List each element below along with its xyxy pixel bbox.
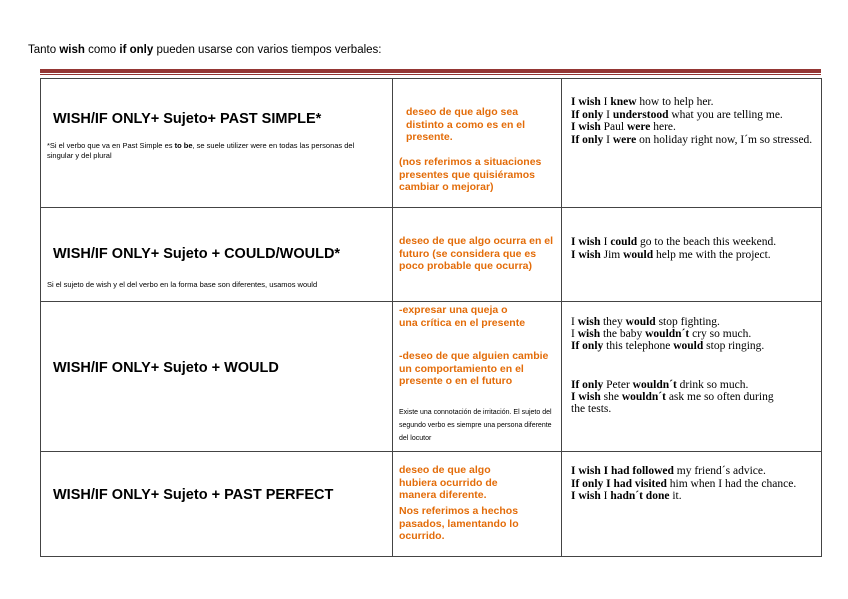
ex-bold: If only: [571, 133, 604, 146]
ex-text: him when I had the chance.: [666, 477, 797, 490]
example-spacer: [571, 353, 816, 379]
ex-bold: I wish: [571, 465, 601, 477]
ex-bold: I had visited: [606, 477, 667, 490]
ex-bold: I wish: [571, 121, 601, 133]
note-text-end: , se suele utilizer were en todas las personas del singular y del plural: [47, 141, 355, 160]
table-row: [41, 208, 822, 302]
ex-text: this telephone: [603, 340, 674, 353]
ex-text: I: [571, 328, 578, 341]
ex-text: stop ringing.: [703, 340, 765, 353]
example-list: [571, 316, 816, 415]
example-line: [571, 490, 806, 503]
structure-cell: [41, 208, 393, 302]
ex-bold: I wish: [571, 490, 601, 502]
usage-cell: [393, 452, 562, 557]
intro-ifonly: if only: [119, 44, 154, 56]
ex-bold: were: [612, 133, 637, 146]
ex-bold: If only: [571, 477, 604, 490]
ex-text: I: [600, 96, 611, 108]
ex-bold: wish: [577, 328, 601, 341]
usage-cell: [393, 208, 562, 302]
table-row: [41, 79, 822, 208]
ex-text: Jim: [600, 248, 624, 261]
ex-text: I: [600, 490, 611, 502]
example-line: [571, 249, 816, 262]
examples-cell: [562, 452, 822, 557]
ex-bold: If only: [571, 378, 604, 391]
intro-wish: wish: [59, 44, 85, 56]
ex-text: here.: [650, 121, 676, 133]
example-list: [571, 465, 806, 503]
structure-title: WISH/IF ONLY+ Sujeto + WOULD: [53, 360, 279, 376]
ex-bold: wouldn´t: [621, 390, 666, 403]
usage-note: (nos referimos a situaciones presentes que quisiéramos cambiar o mejorar): [399, 156, 542, 193]
ex-text: what you are telling me.: [668, 108, 783, 121]
ex-text: my friend´s advice.: [673, 465, 766, 477]
ex-text: ask me so often during the tests.: [571, 390, 774, 416]
ex-text: cry so much.: [689, 328, 752, 341]
ex-bold: I wish: [571, 390, 601, 403]
table-row: [41, 302, 822, 452]
ex-text: go to the beach this weekend.: [637, 236, 777, 248]
example-line: [571, 109, 816, 122]
grammar-table: [40, 78, 822, 557]
example-line: [571, 340, 816, 352]
usage-cell: [393, 302, 562, 452]
usage-text-2: -deseo de que alguien cambie un comportamiento en el presente o en el futuro: [399, 350, 549, 387]
structure-cell: [41, 452, 393, 557]
ex-text: they: [600, 316, 626, 328]
structure-note: Si el sujeto de wish y el del verbo en la forma base son diferentes, usamos would: [47, 280, 318, 289]
ex-bold: could: [610, 236, 638, 248]
example-line: [571, 96, 816, 109]
structure-title: WISH/IF ONLY+ Sujeto + PAST PERFECT: [53, 487, 334, 503]
example-line: [571, 478, 806, 491]
usage-cell: [393, 79, 562, 208]
examples-cell: [562, 79, 822, 208]
ex-bold: wouldn´t: [632, 378, 677, 391]
ex-bold: understood: [612, 108, 669, 121]
structure-cell: [41, 79, 393, 208]
usage-text-2: Nos referimos a hechos pasados, lamentando lo ocurrido.: [399, 505, 519, 542]
ex-text: I: [571, 316, 578, 328]
table-row: [41, 452, 822, 557]
usage-text: deseo de que algo sea distinto a como es en el presente.: [406, 106, 526, 143]
ex-text: it.: [669, 490, 682, 502]
ex-bold: I had followed: [603, 465, 674, 477]
example-line: [571, 379, 816, 391]
example-list: [571, 236, 816, 261]
ex-bold: wish: [577, 316, 601, 328]
ex-text: the baby: [600, 328, 646, 341]
example-line: [571, 121, 816, 134]
example-line: [571, 134, 816, 147]
structure-title: WISH/IF ONLY+ Sujeto + COULD/WOULD*: [53, 246, 341, 262]
ex-text: on holiday right now, I´m so stressed.: [636, 133, 813, 146]
ex-bold: would: [623, 248, 654, 261]
ex-bold: If only: [571, 108, 604, 121]
example-line: [571, 236, 816, 249]
ex-bold: wouldn´t: [645, 328, 690, 341]
ex-text: help me with the project.: [653, 248, 771, 261]
ex-bold: knew: [610, 96, 637, 108]
ex-bold: I wish: [571, 96, 601, 108]
header-rule-thin: [40, 74, 821, 75]
examples-cell: [562, 208, 822, 302]
ex-bold: were: [626, 121, 651, 133]
ex-bold: would: [673, 340, 704, 353]
ex-bold: hadn´t done: [610, 490, 670, 502]
ex-text: I: [600, 236, 611, 248]
intro-text: [28, 44, 382, 56]
usage-text: deseo de que algo hubiera ocurrido de manera diferente.: [399, 464, 498, 501]
intro-pre: Tanto: [28, 44, 60, 56]
ex-text: Paul: [600, 121, 627, 133]
ex-text: I: [603, 108, 613, 121]
usage-note: Existe una connotación de irritación. El sujeto del segundo verbo es siempre una persona diferente del locutor: [399, 409, 552, 442]
structure-title: WISH/IF ONLY+ Sujeto+ PAST SIMPLE*: [53, 111, 322, 127]
examples-cell: [562, 302, 822, 452]
intro-mid: como: [84, 44, 120, 56]
ex-text: stop fighting.: [655, 316, 720, 328]
note-bold: to be: [174, 141, 193, 150]
example-line: [571, 391, 776, 415]
structure-cell: [41, 302, 393, 452]
ex-text: drink so much.: [676, 378, 749, 391]
ex-text: she: [600, 390, 622, 403]
usage-text: deseo de que algo ocurra en el futuro (se considera que es poco probable que ocurra): [399, 235, 554, 272]
example-list: [571, 96, 816, 146]
ex-text: I: [603, 133, 613, 146]
structure-note: [47, 141, 377, 161]
ex-text: Peter: [603, 378, 633, 391]
ex-bold: would: [625, 316, 656, 328]
ex-bold: I wish: [571, 248, 601, 261]
example-line: [571, 316, 816, 328]
usage-text: -expresar una queja o una crítica en el presente: [399, 304, 526, 329]
header-rule: [40, 69, 821, 73]
ex-text: how to help her.: [636, 96, 714, 108]
example-line: [571, 465, 806, 478]
example-line: [571, 328, 816, 340]
ex-bold: I wish: [571, 236, 601, 248]
intro-post: pueden usarse con varios tiempos verbales:: [153, 44, 382, 56]
ex-bold: If only: [571, 340, 604, 353]
note-text: *Si el verbo que va en Past Simple es: [47, 141, 175, 150]
